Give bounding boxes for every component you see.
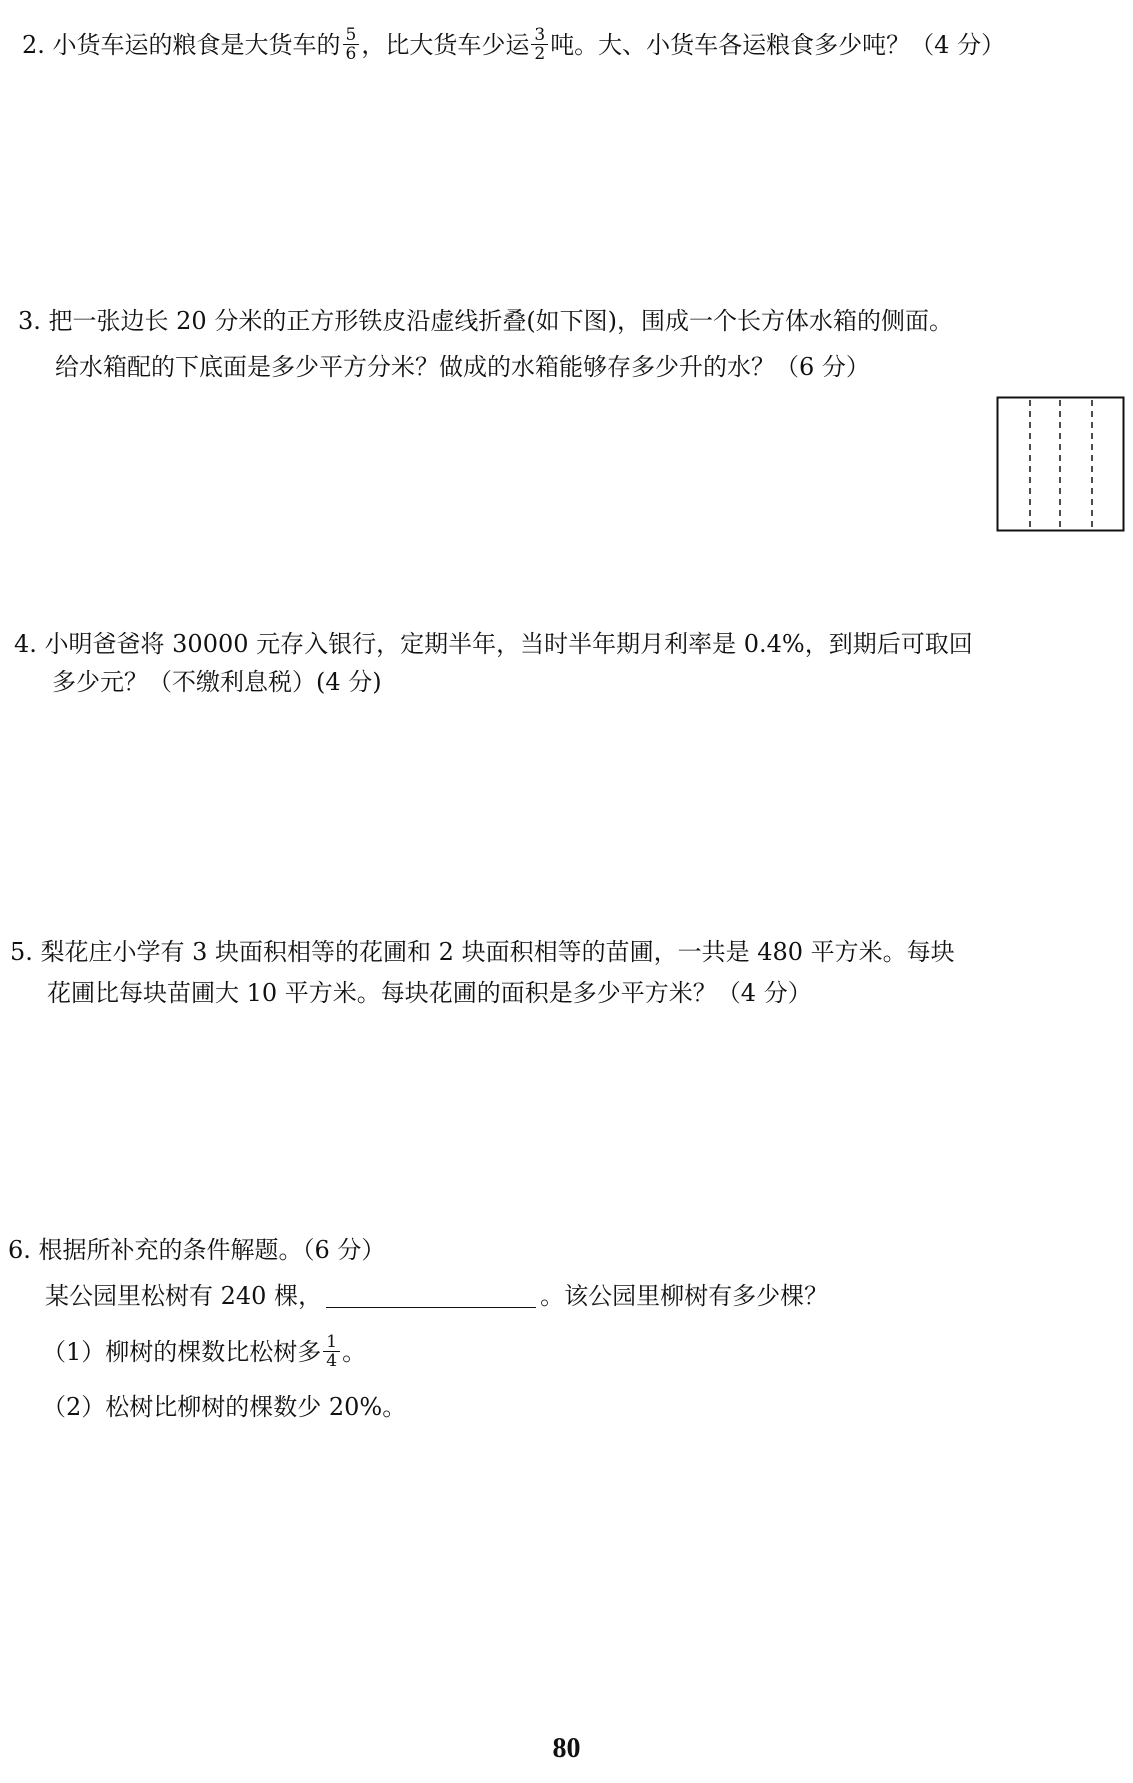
q3-text-2: 给水箱配的下底面是多少平方分米？做成的水箱能够存多少升的水？（6 分） xyxy=(55,353,870,381)
q2-suffix: 吨。大、小货车各运粮食多少吨？（4 分） xyxy=(550,30,1006,59)
page-number: 80 xyxy=(552,1733,581,1764)
fraction-five-sixths xyxy=(343,26,360,63)
answer-blank[interactable] xyxy=(326,1285,536,1308)
q6-text-suffix: 。该公园里柳树有多少棵？ xyxy=(540,1282,829,1310)
fraction-denominator: 6 xyxy=(345,44,357,64)
fraction-denominator: 4 xyxy=(326,1351,338,1371)
folding-square-figure xyxy=(996,396,1126,532)
fraction-one-quarter xyxy=(323,1333,340,1370)
q5-text-1: 5. 梨花庄小学有 3 块面积相等的花圃和 2 块面积相等的苗圃，一共是 480 平方米。每块 xyxy=(10,938,955,966)
q4-text-1: 4. 小明爸爸将 30000 元存入银行，定期半年，当时半年期月利率是 0.4%，到期后可取回 xyxy=(14,630,973,658)
q6-opt2-text: （2）松树比柳树的棵数少 20%。 xyxy=(42,1393,407,1421)
question-4-line-2 xyxy=(52,667,382,697)
q2-prefix: 2. 小货车运的粮食是大货车的 xyxy=(22,30,341,59)
question-2 xyxy=(22,26,1005,63)
q6-text-1: 6. 根据所补充的条件解题。（6 分） xyxy=(8,1236,386,1264)
q4-text-2: 多少元？（不缴利息税）(4 分) xyxy=(52,668,382,696)
fraction-three-halves xyxy=(531,26,548,63)
question-6-option-2 xyxy=(42,1392,406,1422)
fraction-numerator: 5 xyxy=(343,26,360,45)
question-4-line-1 xyxy=(14,629,973,659)
q6-opt1-prefix: （1）柳树的棵数比松树多 xyxy=(42,1337,322,1366)
question-6-option-1 xyxy=(42,1333,366,1370)
question-6-line-1 xyxy=(8,1235,385,1265)
q6-opt1-suffix: 。 xyxy=(342,1337,367,1366)
q5-text-2: 花圃比每块苗圃大 10 平方米。每块花圃的面积是多少平方米？（4 分） xyxy=(47,979,812,1007)
q6-text-prefix: 某公园里松树有 240 棵， xyxy=(45,1282,323,1310)
question-3-line-2 xyxy=(55,352,870,382)
fraction-numerator: 1 xyxy=(323,1333,340,1352)
q2-middle: ，比大货车少运 xyxy=(361,30,530,59)
question-6-line-2 xyxy=(45,1281,828,1311)
q3-text-1: 3. 把一张边长 20 分米的正方形铁皮沿虚线折叠(如下图)，围成一个长方体水箱的侧面。 xyxy=(18,307,954,335)
fraction-numerator: 3 xyxy=(531,26,548,45)
question-5-line-2 xyxy=(47,978,812,1008)
fraction-denominator: 2 xyxy=(534,44,546,64)
question-5-line-1 xyxy=(10,937,955,967)
question-3-line-1 xyxy=(18,306,953,336)
